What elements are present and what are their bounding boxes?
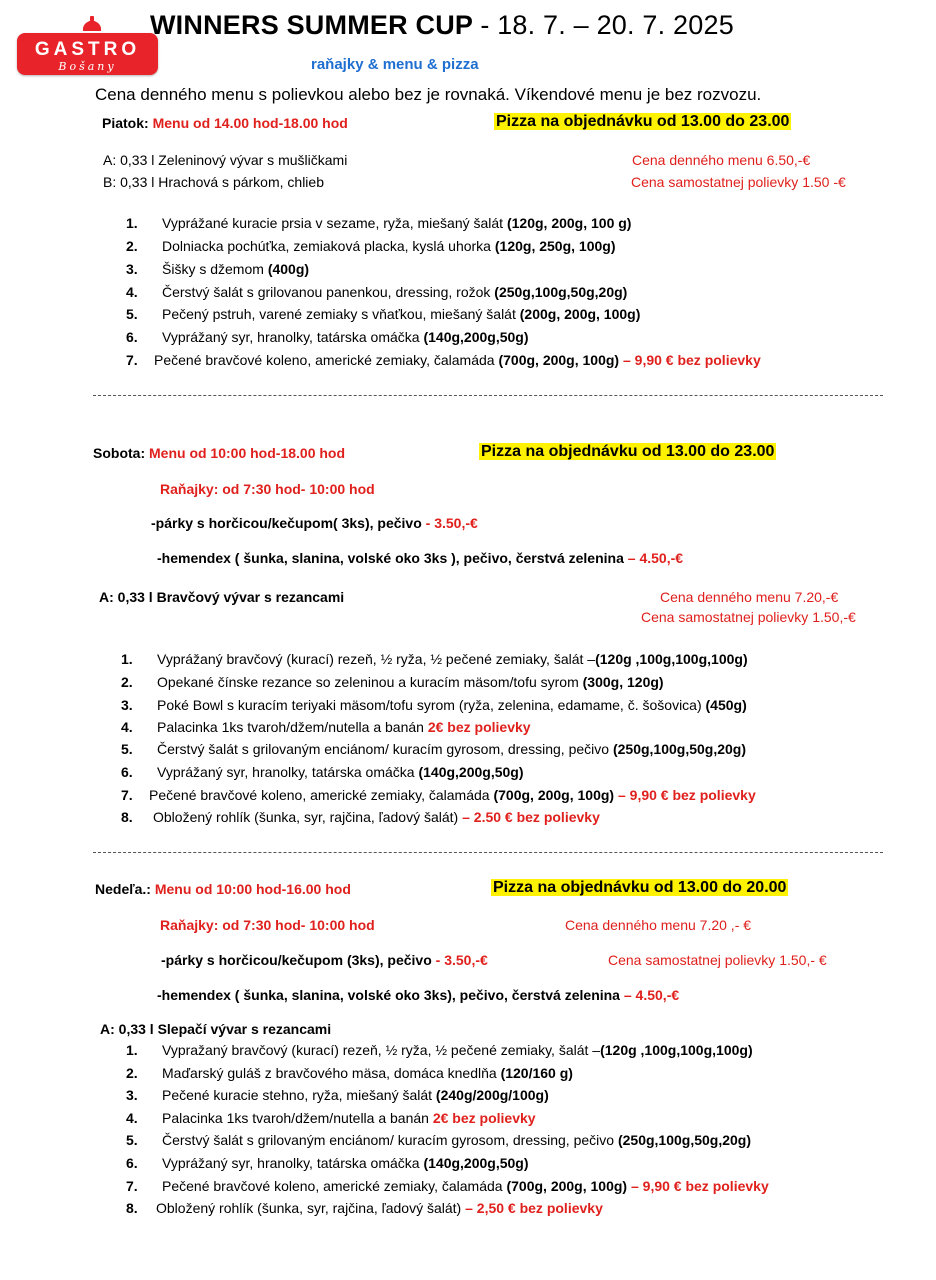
breakfast-item-price: – 4.50,-€ <box>619 987 680 1003</box>
item-price-note: – 2.50 € bez polievky <box>458 809 600 825</box>
item-weight: (250g,100g,50g,20g) <box>617 1132 752 1148</box>
item-number: 4. <box>121 719 133 735</box>
item-number: 5. <box>126 306 138 322</box>
item-number: 5. <box>121 741 133 757</box>
item-number: 1. <box>121 651 133 667</box>
list-item <box>121 809 600 825</box>
sunday-breakfast-item-2 <box>157 987 679 1003</box>
list-item <box>121 764 524 780</box>
list-item <box>126 215 631 231</box>
item-weight: (700g, 200g, 100g) <box>493 787 615 803</box>
item-text: Vypražaný bravčový (kurací) rezeň, ½ ryža, ½ pečené zemiaky, šalát – <box>162 1042 601 1058</box>
sunday-pizza-text: Pizza na objednávku od 13.00 do 20.00 <box>493 879 787 896</box>
breakfast-item-text: -párky s horčicou/kečupom( 3ks), pečivo <box>151 515 422 531</box>
section-divider <box>93 852 883 853</box>
item-price-note: – 2,50 € bez polievky <box>461 1200 603 1216</box>
item-text: Pečené bravčové koleno, americké zemiaky, čalamáda <box>149 787 494 803</box>
page-subtitle: raňajky & menu & pizza <box>311 56 479 73</box>
friday-soup-price: Cena samostatnej polievky 1.50 -€ <box>631 174 846 190</box>
saturday-section-heading <box>93 445 345 461</box>
item-weight: (250g,100g,50g,20g) <box>494 284 628 300</box>
item-number: 7. <box>126 1178 138 1194</box>
item-price-note: – 9,90 € bez polievky <box>614 787 756 803</box>
item-price-note: 2€ bez polievky <box>432 1110 536 1126</box>
saturday-breakfast-item-2 <box>157 550 683 566</box>
item-number: 3. <box>121 697 133 713</box>
item-number: 3. <box>126 1087 138 1103</box>
item-text: Palacinka 1ks tvaroh/džem/nutella a banán <box>162 1110 433 1126</box>
item-text: Obložený rohlík (šunka, syr, rajčina, ľadový šalát) <box>156 1200 462 1216</box>
item-text: Vyprážaný syr, hranolky, tatárska omáčka <box>162 1155 424 1171</box>
item-number: 8. <box>126 1200 138 1216</box>
item-weight: (250g,100g,50g,20g) <box>612 741 747 757</box>
list-item <box>126 1087 549 1103</box>
saturday-soup-price: Cena samostatnej polievky 1.50,-€ <box>641 609 856 625</box>
item-number: 1. <box>126 215 138 231</box>
saturday-pizza-banner <box>479 443 776 461</box>
list-item <box>126 1110 536 1126</box>
item-price-note: 2€ bez polievky <box>427 719 531 735</box>
title-text: WINNERS SUMMER CUP <box>150 10 473 40</box>
list-item <box>126 306 640 322</box>
item-text: Pečené kuracie stehno, ryža, miešaný šalát <box>162 1087 436 1103</box>
item-weight: (200g, 200g, 100g) <box>519 306 641 322</box>
friday-day-label: Piatok: <box>102 115 149 131</box>
friday-section-heading <box>102 115 348 131</box>
list-item <box>121 651 748 667</box>
item-text: Pečené bravčové koleno, americké zemiaky, čalamáda <box>154 352 499 368</box>
list-item <box>126 1042 753 1058</box>
pricing-note: Cena denného menu s polievkou alebo bez je rovnaká. Víkendové menu je bez rozvozu. <box>95 85 762 104</box>
saturday-soup-a: A: 0,33 l Bravčový vývar s rezancami <box>99 589 345 605</box>
item-weight: (140g,200g,50g) <box>418 764 524 780</box>
list-item <box>126 1132 751 1148</box>
list-item <box>126 329 529 345</box>
item-weight: (450g) <box>705 697 747 713</box>
list-item <box>126 1065 573 1081</box>
item-weight: (120g, 200g, 100 g) <box>506 215 632 231</box>
item-text: Vyprážaný syr, hranolky, tatárska omáčka <box>162 329 424 345</box>
item-weight: (120g, 250g, 100g) <box>494 238 616 254</box>
item-weight: (140g,200g,50g) <box>423 1155 529 1171</box>
item-number: 2. <box>126 1065 138 1081</box>
friday-soup-a: A: 0,33 l Zeleninový vývar s mušličkami <box>103 152 348 168</box>
item-weight: (300g, 120g) <box>582 674 664 690</box>
sunday-soup-price: Cena samostatnej polievky 1.50,- € <box>608 952 827 968</box>
item-price-note: – 9,90 € bez polievky <box>627 1178 769 1194</box>
item-text: Šišky s džemom <box>162 261 268 277</box>
item-text: Vyprážané kuracie prsia v sezame, ryža, miešaný šalát <box>162 215 507 231</box>
breakfast-item-price: – 4.50,-€ <box>623 550 684 566</box>
item-text: Maďarský guláš z bravčového mäsa, domáca knedlňa <box>162 1065 501 1081</box>
list-item <box>126 1200 603 1216</box>
list-item <box>126 1178 769 1194</box>
item-price-note: – 9,90 € bez polievky <box>619 352 761 368</box>
list-item <box>126 352 761 368</box>
saturday-menu-hours: Menu od 10:00 hod-18.00 hod <box>149 445 346 461</box>
sunday-breakfast-hours: Raňajky: od 7:30 hod- 10:00 hod <box>160 917 375 933</box>
item-text: Pečený pstruh, varené zemiaky s vňaťkou, miešaný šalát <box>162 306 520 322</box>
logo-text: GASTRO <box>34 39 141 60</box>
friday-menu-price: Cena denného menu 6.50,-€ <box>632 152 811 168</box>
item-text: Vyprážaný syr, hranolky, tatárska omáčka <box>157 764 419 780</box>
breakfast-item-price: - 3.50,-€ <box>431 952 488 968</box>
item-weight: (120/160 g) <box>500 1065 573 1081</box>
item-weight: (120g ,100g,100g,100g) <box>595 651 748 667</box>
item-number: 4. <box>126 284 138 300</box>
sunday-menu-hours: Menu od 10:00 hod-16.00 hod <box>154 881 351 897</box>
item-text: Pečené bravčové koleno, americké zemiaky, čalamáda <box>162 1178 507 1194</box>
sunday-section-heading <box>95 881 351 897</box>
saturday-day-label: Sobota: <box>93 445 146 461</box>
item-text: Čerstvý šalát s grilovaným enciánom/ kuracím gyrosom, dressing, pečivo <box>157 741 613 757</box>
item-weight: (400g) <box>267 261 310 277</box>
sunday-breakfast-item-1 <box>161 952 488 968</box>
breakfast-item-price: - 3.50,-€ <box>421 515 478 531</box>
item-number: 8. <box>121 809 133 825</box>
item-text: Palacinka 1ks tvaroh/džem/nutella a banán <box>157 719 428 735</box>
saturday-breakfast-item-1 <box>151 515 478 531</box>
breakfast-item-text: -hemendex ( šunka, slanina, volské oko 3ks), pečivo, čerstvá zelenina <box>157 987 620 1003</box>
sunday-day-label: Nedeľa.: <box>95 881 151 897</box>
item-weight: (700g, 200g, 100g) <box>498 352 620 368</box>
page-title <box>150 10 734 41</box>
saturday-menu-price: Cena denného menu 7.20,-€ <box>660 589 839 605</box>
sunday-menu-price: Cena denného menu 7.20 ,- € <box>565 917 752 933</box>
list-item <box>121 741 746 757</box>
saturday-breakfast-hours: Raňajky: od 7:30 hod- 10:00 hod <box>160 481 375 497</box>
item-weight: (140g,200g,50g) <box>423 329 529 345</box>
logo-subtext: Bošany <box>58 60 117 73</box>
friday-menu-hours: Menu od 14.00 hod-18.00 hod <box>152 115 348 131</box>
list-item <box>121 719 531 735</box>
list-item <box>121 674 664 690</box>
item-number: 7. <box>121 787 133 803</box>
item-number: 3. <box>126 261 138 277</box>
list-item <box>121 787 756 803</box>
item-number: 7. <box>126 352 138 368</box>
item-number: 6. <box>126 1155 138 1171</box>
list-item <box>126 1155 529 1171</box>
item-weight: (240g/200g/100g) <box>435 1087 549 1103</box>
list-item <box>126 261 309 277</box>
item-number: 4. <box>126 1110 138 1126</box>
item-text: Opekané čínske rezance so zeleninou a kuracím mäsom/tofu syrom <box>157 674 583 690</box>
sunday-pizza-banner <box>491 879 788 897</box>
friday-pizza-banner <box>494 113 791 131</box>
section-divider <box>93 395 883 396</box>
item-text: Dolniacka pochúťka, zemiaková placka, kyslá uhorka <box>162 238 495 254</box>
item-weight: (120g ,100g,100g,100g) <box>600 1042 753 1058</box>
list-item <box>126 284 627 300</box>
friday-pizza-text: Pizza na objednávku od 13.00 do 23.00 <box>496 113 790 130</box>
item-text: Obložený rohlík (šunka, syr, rajčina, ľadový šalát) <box>153 809 459 825</box>
item-number: 6. <box>121 764 133 780</box>
item-text: Vyprážaný bravčový (kurací) rezeň, ½ ryža, ½ pečené zemiaky, šalát – <box>157 651 596 667</box>
item-number: 6. <box>126 329 138 345</box>
item-text: Poké Bowl s kuracím teriyaki mäsom/tofu syrom (ryža, zelenina, edamame, č. šošovica) <box>157 697 706 713</box>
sunday-soup-a: A: 0,33 l Slepačí vývar s rezancami <box>100 1021 332 1037</box>
friday-soup-b: B: 0,33 l Hrachová s párkom, chlieb <box>103 174 324 190</box>
item-number: 1. <box>126 1042 138 1058</box>
item-number: 5. <box>126 1132 138 1148</box>
item-text: Čerstvý šalát s grilovanou panenkou, dressing, rožok <box>162 284 495 300</box>
item-number: 2. <box>121 674 133 690</box>
item-weight: (700g, 200g, 100g) <box>506 1178 628 1194</box>
breakfast-item-text: -hemendex ( šunka, slanina, volské oko 3ks ), pečivo, čerstvá zelenina <box>157 550 624 566</box>
breakfast-item-text: -párky s horčicou/kečupom (3ks), pečivo <box>161 952 432 968</box>
item-number: 2. <box>126 238 138 254</box>
item-text: Čerstvý šalát s grilovaným enciánom/ kuracím gyrosom, dressing, pečivo <box>162 1132 618 1148</box>
title-dates: - 18. 7. – 20. 7. 2025 <box>480 10 734 40</box>
saturday-pizza-text: Pizza na objednávku od 13.00 do 23.00 <box>481 443 775 460</box>
chef-hat-icon <box>81 15 103 33</box>
list-item <box>121 697 747 713</box>
gastro-logo <box>17 33 158 75</box>
list-item <box>126 238 616 254</box>
